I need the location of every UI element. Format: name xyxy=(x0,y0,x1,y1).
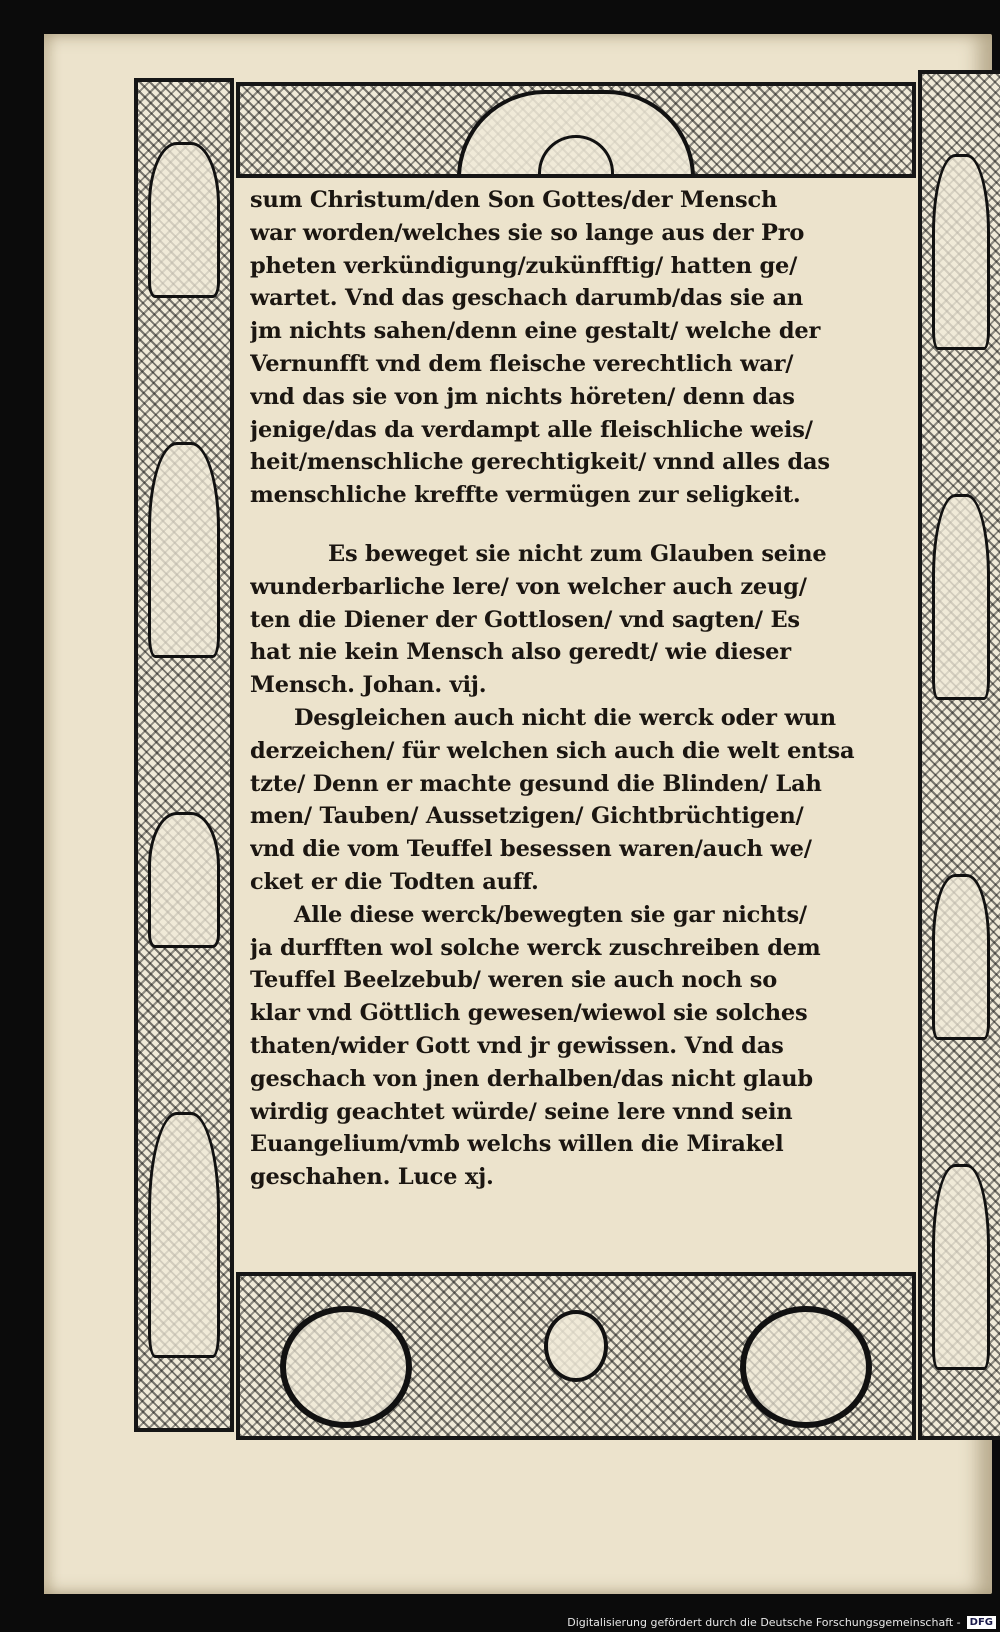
text-line: jm nichts sahen/denn eine gestalt/ welche der xyxy=(250,318,821,345)
text-line: Es beweget sie nicht zum Glauben seine xyxy=(328,540,827,567)
text-line: Teuffel Beelzebub/ weren sie auch noch so xyxy=(250,967,778,994)
fan-ornament xyxy=(457,90,695,178)
text-line: wirdig geachtet würde/ seine lere vnnd sein xyxy=(250,1098,793,1125)
pillar-ornament xyxy=(932,1164,990,1370)
text-line: war worden/welches sie so lange aus der Pro xyxy=(250,219,805,246)
pillar-ornament xyxy=(148,1112,220,1358)
text-line: menschliche kreffte vermügen zur seligkeit. xyxy=(250,482,801,509)
text-line: wartet. Vnd das geschach darumb/das sie an xyxy=(250,285,804,312)
woodcut-left-pillar xyxy=(134,78,234,1432)
page-text xyxy=(250,184,902,1194)
text-line: thaten/wider Gott vnd jr gewissen. Vnd das xyxy=(250,1032,784,1059)
text-line: vnd die vom Teuffel besessen waren/auch we/ xyxy=(250,836,812,863)
pillar-ornament xyxy=(932,874,990,1040)
text-line: sum Christum/den Son Gottes/der Mensch xyxy=(250,187,778,213)
pillar-ornament xyxy=(148,442,220,658)
text-line: ten die Diener der Gottlosen/ vnd sagten/ Es xyxy=(250,606,800,633)
digitization-footer xyxy=(559,1612,1000,1632)
text-line: hat nie kein Mensch also geredt/ wie dieser xyxy=(250,639,791,666)
text-line: ja durfften wol solche werck zuschreiben dem xyxy=(250,934,821,961)
text-line: derzeichen/ für welchen sich auch die welt entsa xyxy=(250,737,855,764)
text-line: men/ Tauben/ Aussetzigen/ Gichtbrüchtigen/ xyxy=(250,803,804,830)
text-line: heit/menschliche gerechtigkeit/ vnnd alles das xyxy=(250,449,830,476)
text-line: Alle diese werck/bewegten sie gar nichts/ xyxy=(294,901,807,928)
scroll-ornament xyxy=(280,1306,412,1428)
text-line: Desgleichen auch nicht die werck oder wun xyxy=(294,704,836,731)
pillar-ornament xyxy=(148,812,220,948)
text-line: geschach von jnen derhalben/das nicht glaub xyxy=(250,1065,813,1092)
woodcut-top-banner xyxy=(236,82,916,178)
scroll-ornament xyxy=(740,1306,872,1428)
text-line: wunderbarliche lere/ von welcher auch zeug/ xyxy=(250,573,807,600)
text-line: klar vnd Göttlich gewesen/wiewol sie solches xyxy=(250,1000,808,1027)
dfg-logo: DFG xyxy=(967,1616,996,1629)
text-line: Vernunfft vnd dem fleische verechtlich war/ xyxy=(250,350,794,377)
angel-ornament xyxy=(544,1310,608,1382)
text-line: Euangelium/vmb welchs willen die Mirakel xyxy=(250,1131,784,1158)
text-line: jenige/das da verdampt alle fleischliche weis/ xyxy=(250,416,813,443)
text-line: geschahen. Luce xj. xyxy=(250,1164,494,1191)
pillar-ornament xyxy=(148,142,220,298)
text-line: cket er die Todten auff. xyxy=(250,868,539,895)
woodcut-right-pillar xyxy=(918,70,1000,1440)
pillar-ornament xyxy=(932,494,990,700)
text-line: Mensch. Johan. vij. xyxy=(250,672,487,699)
text-line: pheten verkündigung/zukünfftig/ hatten ge/ xyxy=(250,252,798,279)
pillar-ornament xyxy=(932,154,990,350)
woodcut-bottom-banner xyxy=(236,1272,916,1440)
paragraph-gap xyxy=(250,512,902,538)
text-line: vnd das sie von jm nichts höreten/ denn das xyxy=(250,383,795,410)
footer-credit: Digitalisierung gefördert durch die Deutsche Forschungsgemeinschaft - xyxy=(567,1615,961,1629)
text-line: tzte/ Denn er machte gesund die Blinden/ Lah xyxy=(250,770,822,797)
